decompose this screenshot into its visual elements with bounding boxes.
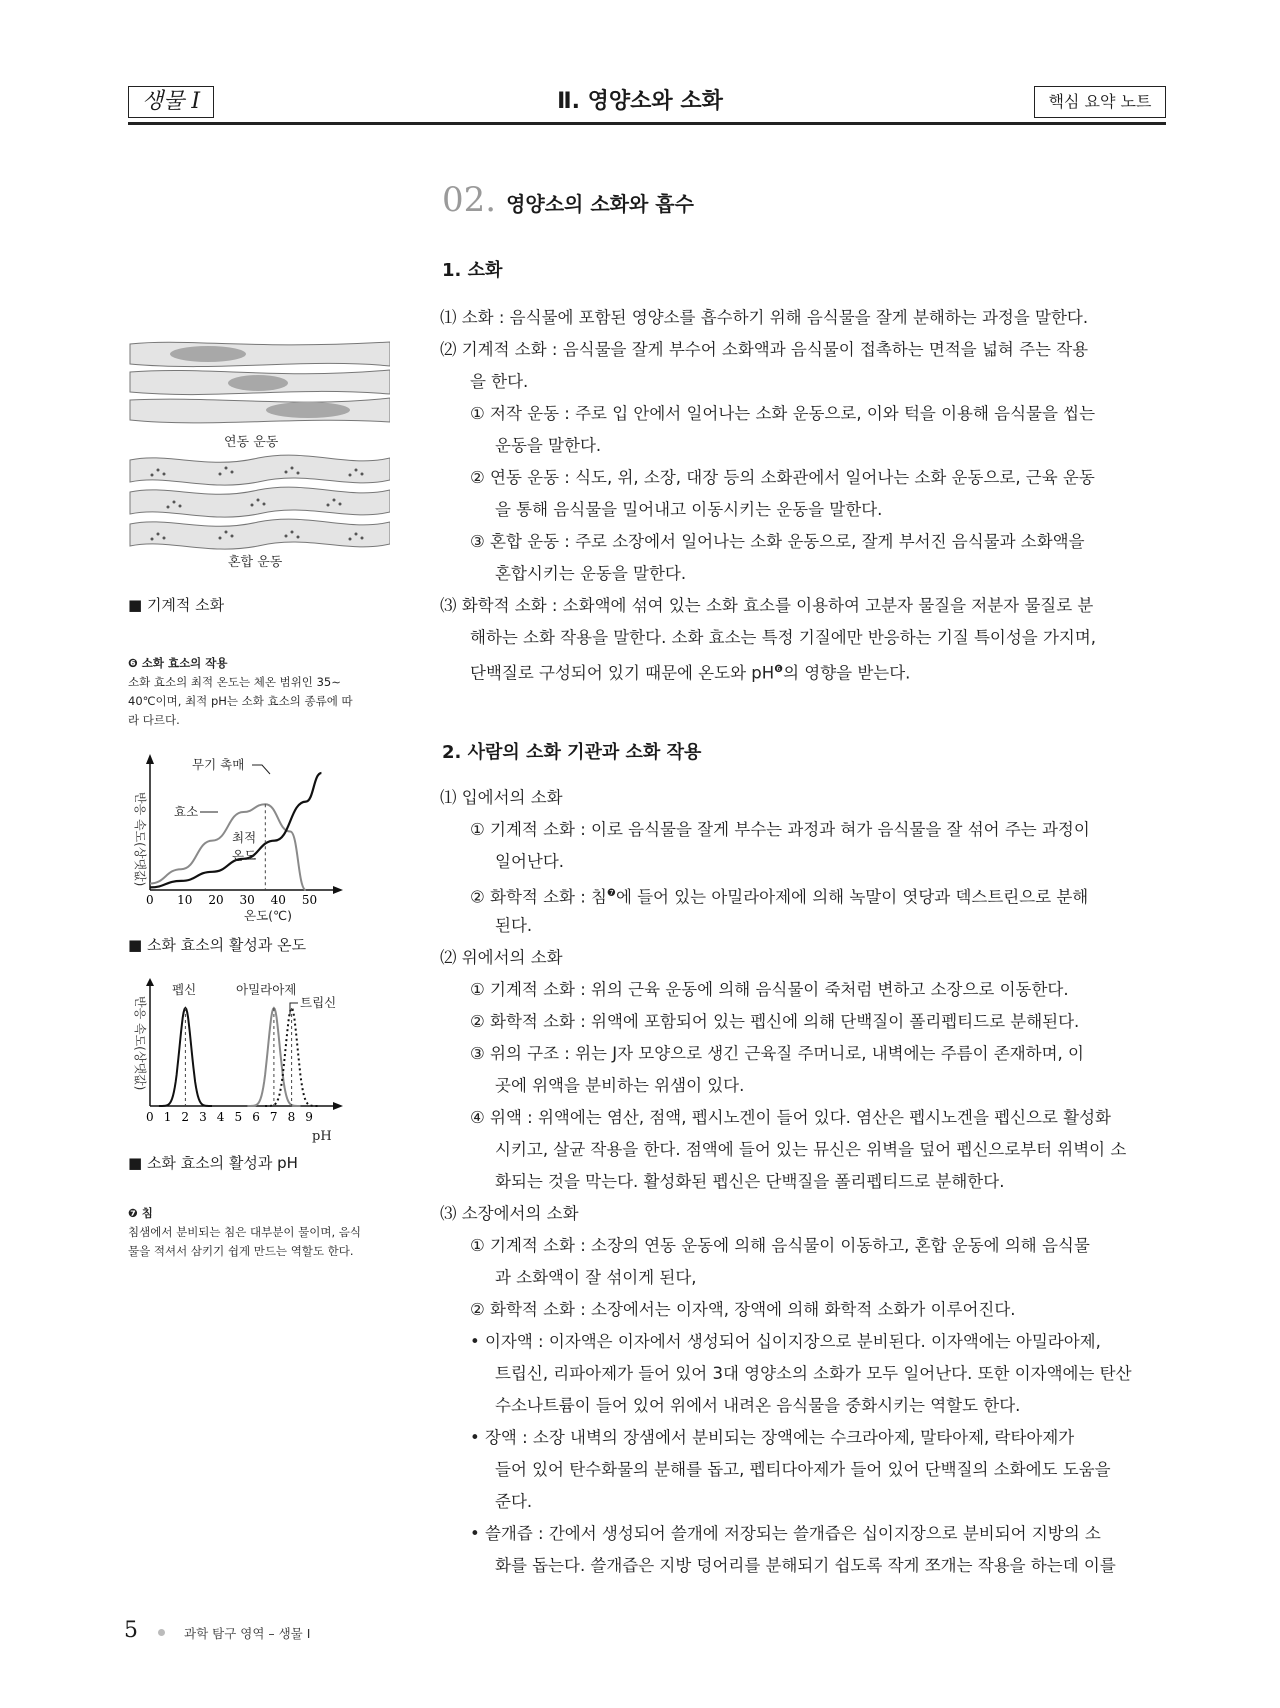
x-tick-label: 30 — [239, 893, 255, 907]
note-6-line: 소화 효소의 최적 온도는 체온 범위인 35∼ — [128, 675, 341, 689]
text-line: 혼합시키는 운동을 말한다. — [495, 564, 687, 583]
text-line: 된다. — [495, 916, 533, 935]
note-6-line: 40℃이며, 최적 pH는 소화 효소의 종류에 따 — [128, 694, 353, 708]
fig1-caption: ■ 기계적 소화 — [128, 596, 225, 614]
text-line: 준다. — [495, 1492, 533, 1511]
x-axis-arrow — [333, 886, 343, 894]
catalyst-leader — [252, 765, 270, 774]
bullet-line: • 쓸개즙 : 간에서 생성되어 쓸개에 저장되는 쓸개즙은 십이지장으로 분비되어 지방의 소 — [470, 1524, 1101, 1543]
text-line: 들어 있어 탄수화물의 분해를 돕고, 펩티다아제가 들어 있어 단백질의 소화에도 도움을 — [495, 1460, 1111, 1479]
text-line: ⑴ 입에서의 소화 — [440, 788, 563, 807]
text-fragment: 의 영향을 받는다. — [783, 663, 911, 683]
trypsin-label: 트립신 — [300, 995, 337, 1010]
text-line: ④ 위액 : 위액에는 염산, 점액, 펩시노겐이 들어 있다. 염산은 펩시노겐을 펩신으로 활성화 — [470, 1108, 1111, 1127]
x-tick-label: 5 — [234, 1110, 243, 1124]
note-7 — [128, 1204, 386, 1261]
note-7-title: ❼ 침 — [128, 1206, 153, 1220]
text-line: 과 소화액이 잘 섞이게 된다, — [495, 1268, 697, 1287]
bullet-line: • 이자액 : 이자액은 이자에서 생성되어 십이지장으로 분비된다. 이자액에는 아밀라아제, — [470, 1332, 1101, 1351]
x-tick-label: 40 — [270, 893, 286, 907]
text-line: ⑵ 기계적 소화 : 음식물을 잘게 부수어 소화액과 음식물이 접촉하는 면적을 넓혀 주는 작용 — [440, 340, 1089, 359]
text-line: 트립신, 리파아제가 들어 있어 3대 영양소의 소화가 모두 일어난다. 또한 이자액에는 탄산 — [495, 1364, 1132, 1383]
y-axis-label: 반응 속도(상댓값) — [133, 996, 147, 1091]
text-line: ② 화학적 소화 : 위액에 포함되어 있는 펩신에 의해 단백질이 폴리펩티드로 분해된다. — [470, 1012, 1080, 1031]
text-line: ③ 혼합 운동 : 주로 소장에서 일어나는 소화 운동으로, 잘게 부서진 음식물과 소화액을 — [470, 532, 1085, 551]
text-line: ① 기계적 소화 : 소장의 연동 운동에 의해 음식물이 이동하고, 혼합 운동에 의해 음식물 — [470, 1236, 1090, 1255]
enzyme-label: 효소 — [174, 804, 199, 819]
x-tick-label: 0 — [146, 1110, 154, 1124]
text-fragment: ② 화학적 소화 : 침 — [470, 887, 607, 907]
subject-label: 생물 I — [128, 86, 214, 118]
part2-heading: 2. 사람의 소화 기관과 소화 작용 — [442, 742, 702, 763]
footer-text: 과학 탐구 영역 – 생물 I — [184, 1626, 311, 1641]
text-line: 을 통해 음식물을 밀어내고 이동시키는 운동을 말한다. — [495, 500, 883, 519]
mixing-diagram — [130, 455, 390, 549]
footnote-mark-6: ❻ — [774, 664, 784, 675]
text-line: 해하는 소화 작용을 말한다. 소화 효소는 특정 기질에만 반응하는 기질 특이성을 가지며, — [470, 628, 1097, 647]
x-tick-label: 3 — [199, 1110, 207, 1124]
x-tick-label: 50 — [301, 893, 318, 907]
section-number: 02. — [442, 180, 497, 220]
footer-dot — [158, 1629, 165, 1636]
bullet-line: • 장액 : 소장 내벽의 장샘에서 분비되는 장액에는 수크라아제, 말타아제, 락타아제가 — [470, 1428, 1075, 1447]
text-line: ⑴ 소화 : 음식물에 포함된 영양소를 흡수하기 위해 음식물을 잘게 분해하는 과정을 말한다. — [440, 308, 1089, 327]
text-line: ① 기계적 소화 : 이로 음식물을 잘게 부수는 과정과 혀가 음식물을 잘 섞어 주는 과정이 — [470, 820, 1090, 839]
x-tick-label: 0 — [146, 893, 154, 907]
x-tick-label: 6 — [252, 1110, 260, 1124]
text-line: ① 저작 운동 : 주로 입 안에서 일어나는 소화 운동으로, 이와 턱을 이용해 음식물을 씹는 — [470, 404, 1096, 423]
x-tick-label: 9 — [305, 1110, 313, 1124]
ph-curves — [159, 1008, 318, 1106]
text-line — [470, 654, 910, 690]
text-line: 시키고, 살균 작용을 한다. 점액에 들어 있는 뮤신은 위벽을 덮어 펩신으로부터 위벽이 소 — [495, 1140, 1127, 1159]
peristalsis-label: 연동 운동 — [224, 435, 279, 450]
page-number: 5 — [124, 1618, 138, 1643]
section-title: 영양소의 소화와 흡수 — [506, 192, 694, 216]
x-tick-label: 8 — [287, 1110, 296, 1124]
mechanical-digestion-figure — [128, 338, 390, 570]
x-tick-labels — [146, 893, 317, 907]
text-line: ② 화학적 소화 : 소장에서는 이자액, 장액에 의해 화학적 소화가 이루어진다. — [470, 1300, 1016, 1319]
footnote-mark-7: ❼ — [606, 888, 616, 899]
x-tick-labels — [146, 1110, 313, 1124]
text-line: 운동을 말한다. — [495, 436, 602, 455]
x-axis-arrow — [333, 1102, 343, 1110]
x-tick-label: 1 — [163, 1110, 172, 1124]
x-axis-label: 온도(℃) — [244, 908, 292, 923]
section-heading — [442, 180, 694, 220]
ph-activity-chart — [122, 978, 352, 1146]
unit-title: Ⅱ. 영양소와 소화 — [557, 89, 723, 114]
text-fragment: 에 들어 있는 아밀라아제에 의해 녹말이 엿당과 덱스트린으로 분해 — [615, 887, 1089, 907]
text-line: ⑶ 소장에서의 소화 — [440, 1204, 579, 1223]
x-tick-label: 10 — [177, 893, 193, 907]
fig3-caption: ■ 소화 효소의 활성과 pH — [128, 1154, 298, 1172]
fig2-caption: ■ 소화 효소의 활성과 온도 — [128, 936, 307, 954]
text-line: 일어난다. — [495, 852, 565, 871]
text-line: ① 기계적 소화 : 위의 근육 운동에 의해 음식물이 죽처럼 변하고 소장으로 이동한다. — [470, 980, 1069, 999]
text-line: 을 한다. — [470, 372, 529, 391]
temperature-activity-chart — [122, 752, 352, 924]
x-tick-label: 7 — [269, 1110, 278, 1124]
peristalsis-diagram — [130, 342, 390, 423]
text-line: ⑵ 위에서의 소화 — [440, 948, 563, 967]
note-6 — [128, 654, 386, 730]
optimum-label-1: 최적 — [232, 830, 257, 845]
part1-heading: 1. 소화 — [442, 260, 503, 281]
y-axis-arrow — [146, 978, 154, 986]
text-line: 곳에 위액을 분비하는 위샘이 있다. — [495, 1076, 745, 1095]
text-line: 화를 돕는다. 쓸개즙은 지방 덩어리를 분해되기 쉽도록 작게 쪼개는 작용을 하는데 이를 — [495, 1556, 1116, 1575]
x-tick-label: 20 — [208, 893, 224, 907]
note-6-line: 라 다르다. — [128, 713, 180, 727]
x-axis-label: pH — [312, 1129, 332, 1144]
header-rule — [128, 122, 1166, 125]
mixing-label: 혼합 운동 — [228, 555, 283, 570]
text-fragment: 단백질로 구성되어 있기 때문에 온도와 pH — [470, 663, 775, 683]
text-line: 화되는 것을 막는다. 활성화된 펩신은 단백질을 폴리펩티드로 분해한다. — [495, 1172, 1005, 1191]
note-7-line: 물을 적셔서 삼키기 쉽게 만드는 역할도 한다. — [128, 1244, 354, 1258]
summary-badge: 핵심 요약 노트 — [1034, 86, 1166, 118]
text-line: ③ 위의 구조 : 위는 J자 모양으로 생긴 근육질 주머니로, 내벽에는 주름이 존재하며, 이 — [470, 1044, 1084, 1063]
text-line: 수소나트륨이 들어 있어 위에서 내려온 음식물을 중화시키는 역할도 한다. — [495, 1396, 1021, 1415]
text-line: ⑶ 화학적 소화 : 소화액에 섞여 있는 소화 효소를 이용하여 고분자 물질을 저분자 물질로 분 — [440, 596, 1094, 615]
y-axis-label: 반응 속도(상댓값) — [133, 792, 147, 887]
text-line — [470, 878, 1088, 914]
text-line: ② 연동 운동 : 식도, 위, 소장, 대장 등의 소화관에서 일어나는 소화 운동으로, 근육 운동 — [470, 468, 1095, 487]
y-axis-arrow — [146, 754, 154, 764]
pepsin-label: 펩신 — [172, 982, 197, 997]
note-7-line: 침샘에서 분비되는 침은 대부분이 물이며, 음식 — [128, 1225, 362, 1239]
catalyst-label: 무기 촉매 — [192, 757, 245, 772]
optimum-label-2: 온도 — [232, 848, 257, 863]
note-6-title: ❻ 소화 효소의 작용 — [128, 656, 228, 670]
x-tick-label: 4 — [216, 1110, 225, 1124]
amylase-label: 아밀라아제 — [236, 982, 297, 997]
x-tick-label: 2 — [181, 1110, 190, 1124]
